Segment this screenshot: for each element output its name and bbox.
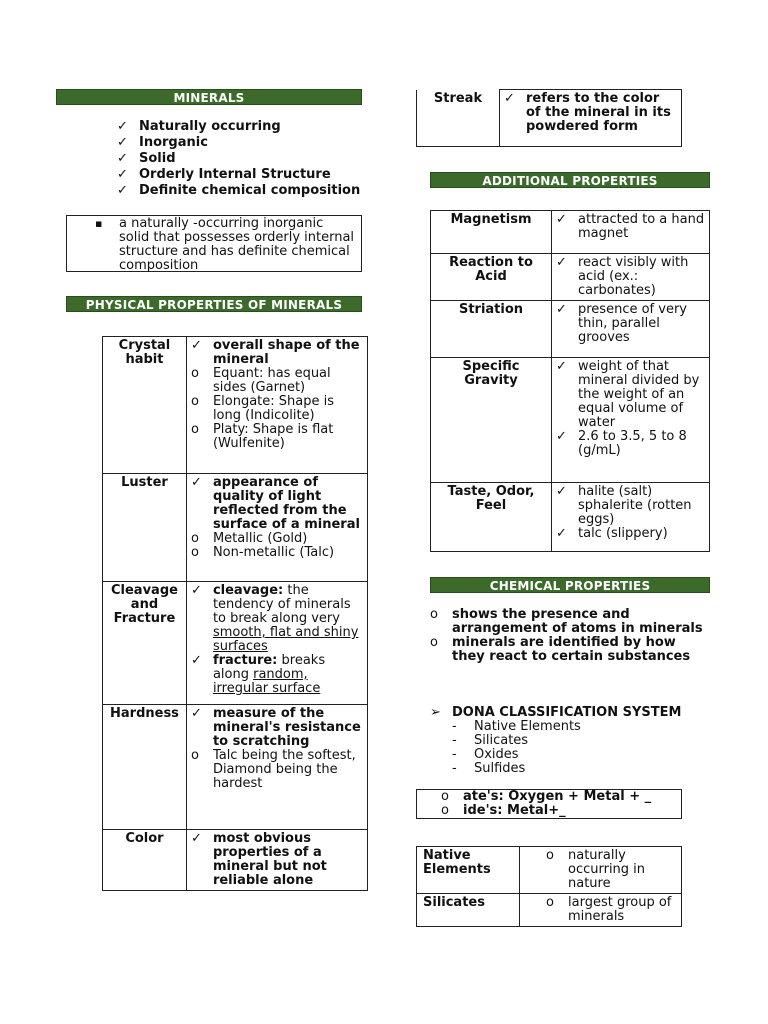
additional-properties-table [430, 210, 710, 552]
additional-properties-header: ADDITIONAL PROPERTIES [430, 172, 710, 188]
luster-label: Luster [103, 474, 187, 582]
list-item [117, 183, 377, 199]
list-item: ✓ react visibly with acid (ex.: carbonates) [556, 256, 705, 298]
list-item: o ate's: Oxygen + Metal + _ [441, 790, 681, 804]
list-item: ✓ presence of very thin, parallel grooves [556, 303, 705, 345]
list-item: ✓ appearance of quality of light reflected from the surface of a mineral [191, 476, 363, 532]
dona-classification [430, 706, 710, 776]
color-label: Color [103, 830, 187, 891]
table-row [103, 474, 368, 582]
list-item [117, 151, 377, 167]
list-item-text: Naturally occurring [139, 119, 281, 134]
luster-cell [186, 474, 367, 582]
table-row [431, 483, 710, 552]
list-item: o shows the presence and arrangement of atoms in minerals [430, 608, 710, 636]
cleavage-fracture-cell [186, 582, 367, 705]
minerals-characteristics-list [117, 119, 377, 199]
color-cell [186, 830, 367, 891]
streak-cell [500, 90, 682, 147]
table-row [103, 705, 368, 830]
taste-odor-feel-label: Taste, Odor, Feel [431, 483, 552, 552]
table-row [103, 830, 368, 891]
table-row [431, 301, 710, 358]
reaction-to-acid-label: Reaction to Acid [431, 254, 552, 301]
list-item: o Platy: Shape is flat (Wulfenite) [191, 423, 363, 451]
streak-label: Streak [417, 90, 500, 147]
list-item [117, 135, 377, 151]
list-item: o Metallic (Gold) [191, 532, 363, 546]
specific-gravity-cell [552, 358, 710, 483]
table-row [417, 847, 682, 894]
minerals-definition-box [66, 215, 362, 272]
table-row [431, 358, 710, 483]
silicates-cell [520, 894, 682, 927]
table-row [431, 254, 710, 301]
list-item: o ide's: Metal+_ [441, 804, 681, 818]
list-item: - Native Elements [452, 720, 710, 734]
list-item [117, 167, 377, 183]
table-row [103, 582, 368, 705]
list-item: ✓ weight of that mineral divided by the weight of an equal volume of water [556, 360, 705, 430]
striation-label: Striation [431, 301, 552, 358]
hardness-cell [186, 705, 367, 830]
list-item: - Silicates [452, 734, 710, 748]
striation-cell [552, 301, 710, 358]
list-item: o Talc being the softest, Diamond being the hardest [191, 749, 363, 791]
list-item-text: Definite chemical composition [139, 183, 361, 198]
list-item: ✓ talc (slippery) [556, 527, 705, 541]
list-item: o minerals are identified by how they react to certain substances [430, 636, 710, 664]
streak-table [416, 89, 682, 147]
list-item: ✓ fracture: breaks along random, irregular surface [191, 654, 363, 696]
list-item: ✓ attracted to a hand magnet [556, 213, 705, 241]
reaction-to-acid-cell [552, 254, 710, 301]
list-item: o Non-metallic (Talc) [191, 546, 363, 560]
list-item: ✓ 2.6 to 3.5, 5 to 8 (g/mL) [556, 430, 705, 458]
list-item: - Sulfides [452, 762, 710, 776]
minerals-definition: a naturally -occurring inorganic solid that possesses orderly internal structure and has definite chemical composition [119, 216, 355, 273]
table-row [431, 211, 710, 254]
magnetism-label: Magnetism [431, 211, 552, 254]
physical-properties-header: PHYSICAL PROPERTIES OF MINERALS [66, 296, 362, 312]
list-item: ✓ measure of the mineral's resistance to scratching [191, 707, 363, 749]
taste-odor-feel-cell [552, 483, 710, 552]
list-item: ✓ halite (salt) sphalerite (rotten eggs) [556, 485, 705, 527]
chemical-properties-header: CHEMICAL PROPERTIES [430, 577, 710, 593]
dona-title: ➢ DONA CLASSIFICATION SYSTEM [430, 706, 710, 720]
minerals-header: MINERALS [56, 89, 362, 105]
list-item-text: Solid [139, 151, 176, 166]
chemical-properties-list [430, 608, 710, 664]
list-item: o largest group of minerals [546, 896, 677, 924]
list-item: ✓ cleavage: the tendency of minerals to break along very smooth, flat and shiny surfaces [191, 584, 363, 654]
native-elements-cell [520, 847, 682, 894]
table-row [417, 90, 682, 147]
list-item: ✓ most obvious properties of a mineral but not reliable alone [191, 832, 363, 888]
dona-list [430, 720, 710, 776]
cleavage-fracture-label: Cleavage and Fracture [103, 582, 187, 705]
list-item-text: Inorganic [139, 135, 208, 150]
hardness-label: Hardness [103, 705, 187, 830]
suffix-box [416, 789, 682, 819]
specific-gravity-label: Specific Gravity [431, 358, 552, 483]
list-item: - Oxides [452, 748, 710, 762]
magnetism-cell [552, 211, 710, 254]
table-row [103, 337, 368, 474]
list-item-text: Orderly Internal Structure [139, 167, 331, 182]
crystal-habit-label: Crystal habit [103, 337, 187, 474]
crystal-habit-cell [186, 337, 367, 474]
list-item [117, 119, 377, 135]
list-item: ✓ refers to the color of the mineral in its powdered form [504, 92, 677, 134]
table-row [417, 894, 682, 927]
list-item: o Elongate: Shape is long (Indicolite) [191, 395, 363, 423]
silicates-label: Silicates [417, 894, 520, 927]
native-elements-label: Native Elements [417, 847, 520, 894]
list-item: o Equant: has equal sides (Garnet) [191, 367, 363, 395]
physical-properties-table [102, 336, 368, 891]
list-item: ✓ overall shape of the mineral [191, 339, 363, 367]
list-item: o naturally occurring in nature [546, 849, 677, 891]
dona-table [416, 846, 682, 927]
